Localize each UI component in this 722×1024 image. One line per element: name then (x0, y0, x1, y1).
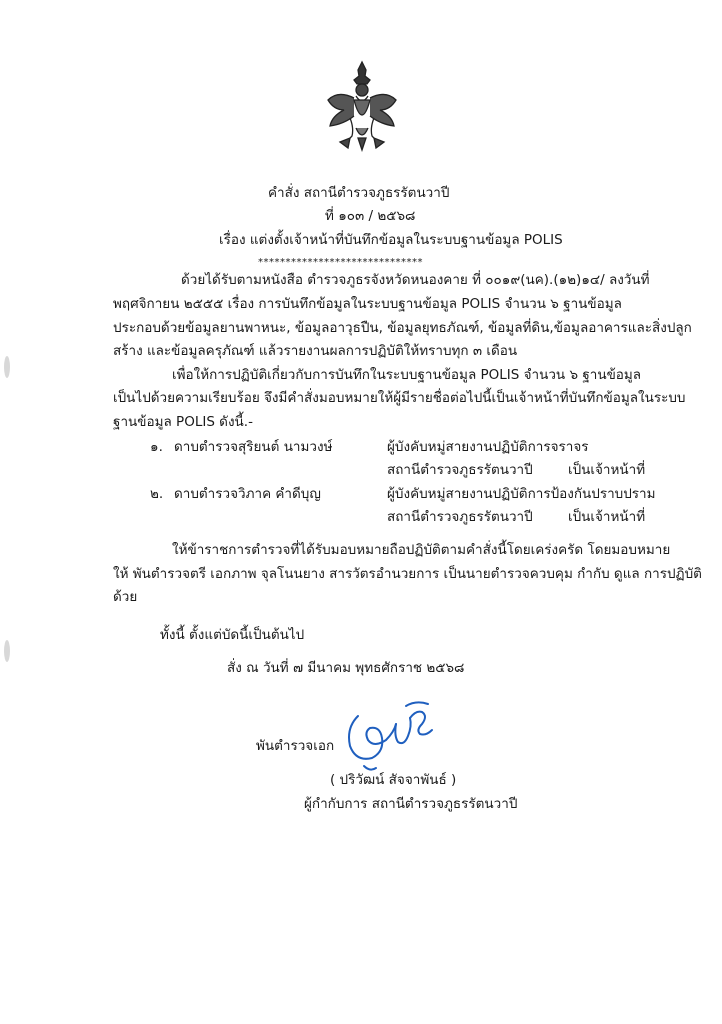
order-date: สั่ง ณ วันที่ ๗ มีนาคม พุทธศักราช ๒๕๖๘ (227, 660, 465, 676)
paragraph-2-line-3: ฐานข้อมูล POLIS ดังนี้.- (113, 414, 253, 430)
assignee-station: สถานีตำรวจภูธรรัตนวาปี (387, 462, 533, 478)
order-number: ที่ ๑๐๓ / ๒๕๖๘ (325, 208, 416, 224)
paragraph-3-line-1: ให้ข้าราชการตำรวจที่ได้รับมอบหมายถือปฏิบัติตามคำสั่งนี้โดยเคร่งครัด โดยมอบหมาย (172, 542, 671, 558)
assignee-duty: เป็นเจ้าหน้าที่ (568, 462, 646, 478)
signatory-name: ( ปริวัฒน์ สัจจาพันธ์ ) (330, 772, 457, 788)
signatory-rank: พันตำรวจเอก (256, 738, 335, 754)
scan-artifact (4, 640, 10, 662)
paragraph-1-line-4: สร้าง และข้อมูลครุภัณฑ์ แล้วรายงานผลการปฏิบัติให้ทราบทุก ๓ เดือน (113, 343, 518, 359)
signatory-position: ผู้กำกับการ สถานีตำรวจภูธรรัตนวาปี (304, 796, 518, 812)
paragraph-3-line-2: ให้ พันตำรวจตรี เอกภาพ จุลโนนยาง สารวัตรอำนวยการ เป็นนายตำรวจควบคุม กำกับ ดูแล การปฏิบัติ (113, 566, 702, 582)
garuda-emblem (324, 60, 400, 152)
handwritten-signature (336, 688, 446, 780)
effective-statement: ทั้งนี้ ตั้งแต่บัดนี้เป็นต้นไป (160, 627, 305, 643)
paragraph-2-line-2: เป็นไปด้วยความเรียบร้อย จึงมีคำสั่งมอบหมายให้ผู้มีรายชื่อต่อไปนี้เป็นเจ้าหน้าที่บันทึกข้อมูลในระบบ (113, 390, 686, 406)
assignee-role: ผู้บังคับหมู่สายงานปฏิบัติการป้องกันปราบปราม (387, 486, 656, 502)
order-subject: เรื่อง แต่งตั้งเจ้าหน้าที่บันทึกข้อมูลในระบบฐานข้อมูล POLIS (219, 232, 563, 248)
assignee-duty: เป็นเจ้าหน้าที่ (568, 509, 646, 525)
item-number: ๑. (150, 439, 163, 455)
paragraph-1-line-3: ประกอบด้วยข้อมูลยานพาหนะ, ข้อมูลอาวุธปืน, ข้อมูลยุทธภัณฑ์, ข้อมูลที่ดิน,ข้อมูลอาคารและสิ่งปลูก (113, 320, 692, 336)
order-title: คำสั่ง สถานีตำรวจภูธรรัตนวาปี (268, 185, 450, 201)
paragraph-1-line-1: ด้วยได้รับตามหนังสือ ตำรวจภูธรจังหวัดหนองคาย ที่ ๐๐๑๙(นค).(๑๒)๑๔/ ลงวันที่ (181, 272, 650, 288)
assignee-role: ผู้บังคับหมู่สายงานปฏิบัติการจราจร (387, 439, 589, 455)
paragraph-1-line-2: พฤศจิกายน ๒๕๕๕ เรื่อง การบันทึกข้อมูลในระบบฐานข้อมูล POLIS จำนวน ๖ ฐานข้อมูล (113, 296, 622, 312)
paragraph-3-line-3: ด้วย (113, 589, 138, 605)
scan-artifact (4, 356, 10, 378)
assignee-station: สถานีตำรวจภูธรรัตนวาปี (387, 509, 533, 525)
assignee-name: ดาบตำรวจสุริยนต์ นามวงษ์ (174, 439, 333, 455)
item-number: ๒. (150, 486, 164, 502)
paragraph-2-line-1: เพื่อให้การปฏิบัติเกี่ยวกับการบันทึกในระบบฐานข้อมูล POLIS จำนวน ๖ ฐานข้อมูล (172, 367, 642, 383)
assignee-name: ดาบตำรวจวิภาค คำดีบุญ (174, 486, 321, 502)
header-divider: ****************************** (258, 257, 423, 268)
